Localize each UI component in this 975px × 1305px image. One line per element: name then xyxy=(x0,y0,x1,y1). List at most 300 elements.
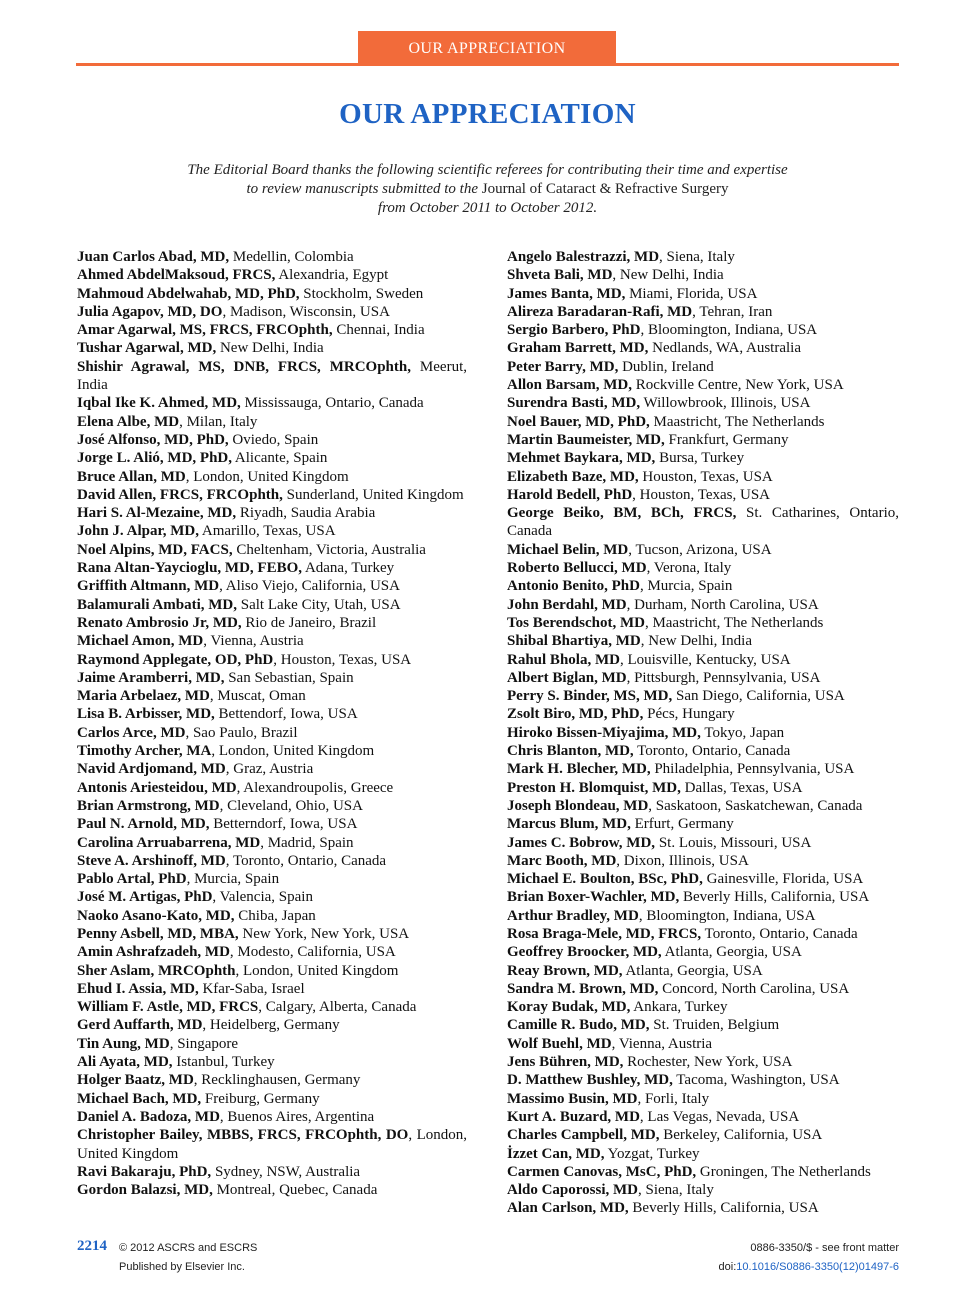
referee-entry xyxy=(507,980,899,998)
referee-entry xyxy=(77,925,467,943)
referee-location: , Alexandroupolis, Greece xyxy=(236,779,394,796)
referee-location: , Louisville, Kentucky, USA xyxy=(619,651,791,668)
referee-name: Alireza Baradaran-Rafi, MD xyxy=(507,303,693,320)
referee-location: Mississauga, Ontario, Canada xyxy=(240,395,424,412)
referee-location: , Recklinghausen, Germany xyxy=(193,1072,361,1089)
referee-entry xyxy=(507,394,899,412)
referee-entry xyxy=(77,797,467,815)
referee-location: , Dixon, Illinois, USA xyxy=(616,852,749,869)
referee-name: Hari S. Al-Mezaine, MD, xyxy=(77,505,237,522)
referee-location: Kfar-Saba, Israel xyxy=(198,980,305,997)
referee-location: , Saskatoon, Saskatchewan, Canada xyxy=(648,797,863,814)
referee-location: Toronto, Ontario, Canada xyxy=(633,743,791,760)
referee-location: , London, United Kingdom xyxy=(185,468,349,485)
referee-entry xyxy=(77,486,467,504)
referee-entry xyxy=(507,596,899,614)
referee-location: Maastricht, The Netherlands xyxy=(649,413,825,430)
referee-location: Yozgat, Turkey xyxy=(604,1145,700,1162)
referee-name: Elena Albe, MD xyxy=(77,413,180,430)
referee-location: Groningen, The Netherlands xyxy=(696,1163,871,1180)
referee-name: Chris Blanton, MD, xyxy=(507,743,634,760)
referee-name: Carlos Arce, MD xyxy=(77,724,186,741)
referee-entry xyxy=(507,486,899,504)
referee-name: Noel Bauer, MD, PhD, xyxy=(507,413,650,430)
referee-entry xyxy=(77,852,467,870)
section-tab: OUR APPRECIATION xyxy=(358,31,616,65)
referee-entry xyxy=(77,1016,467,1034)
referee-entry xyxy=(77,870,467,888)
referee-entry xyxy=(507,1053,899,1071)
referee-entry xyxy=(507,1035,899,1053)
referee-entry xyxy=(507,614,899,632)
referee-location: Stockholm, Sweden xyxy=(299,285,424,302)
referee-location: , New Delhi, India xyxy=(612,267,724,284)
referee-entry xyxy=(77,705,467,723)
referee-location: Alexandria, Egypt xyxy=(275,267,389,284)
referee-name: Elizabeth Baze, MD, xyxy=(507,468,639,485)
referee-name: Mehmet Baykara, MD, xyxy=(507,450,656,467)
referee-name: Bruce Allan, MD xyxy=(77,468,186,485)
referee-location: , Siena, Italy xyxy=(638,1182,714,1199)
referee-name: Massimo Busin, MD xyxy=(507,1090,638,1107)
referee-entry xyxy=(507,651,899,669)
referee-location: Houston, Texas, USA xyxy=(638,468,773,485)
referee-entry xyxy=(507,962,899,980)
referee-name: Allon Barsam, MD, xyxy=(507,377,632,394)
referee-name: Maria Arbelaez, MD xyxy=(77,688,210,705)
referee-location: , London, United Kingdom xyxy=(211,743,375,760)
referee-name: Koray Budak, MD, xyxy=(507,999,631,1016)
referee-name: Jorge L. Alió, MD, PhD, xyxy=(77,450,232,467)
referee-location: St. Catharines, Ontario, Canada xyxy=(507,505,900,540)
referee-location: , Vienna, Austria xyxy=(611,1035,713,1052)
publisher: Published by Elsevier Inc. xyxy=(119,1261,245,1273)
referee-location: , Durham, North Carolina, USA xyxy=(626,596,819,613)
referee-entry xyxy=(507,303,899,321)
referee-location: Oviedo, Spain xyxy=(228,431,319,448)
referee-name: Sergio Barbero, PhD xyxy=(507,322,641,339)
referee-name: Alan Carlson, MD, xyxy=(507,1200,629,1217)
page-title: OUR APPRECIATION xyxy=(339,98,636,130)
referee-name: Gerd Auffarth, MD xyxy=(77,1017,203,1034)
referee-entry xyxy=(507,541,899,559)
referee-name: Antonio Benito, PhD xyxy=(507,578,640,595)
referee-entry xyxy=(507,943,899,961)
referee-location: , London, United Kingdom xyxy=(235,962,399,979)
referee-location: , Houston, Texas, USA xyxy=(273,651,412,668)
referee-entry xyxy=(77,614,467,632)
referee-location: Dallas, Texas, USA xyxy=(680,779,803,796)
referee-location: , Heidelberg, Germany xyxy=(202,1017,340,1034)
referee-location: Ankara, Turkey xyxy=(630,999,728,1016)
referee-location: , Cleveland, Ohio, USA xyxy=(219,797,363,814)
referee-name: Julia Agapov, MD, DO xyxy=(77,303,223,320)
referee-location: Bettendorf, Iowa, USA xyxy=(214,706,358,723)
referee-name: Griffith Altmann, MD xyxy=(77,578,220,595)
referee-name: Carmen Canovas, MsC, PhD, xyxy=(507,1163,697,1180)
referee-location: Dublin, Ireland xyxy=(618,358,714,375)
referee-entry xyxy=(77,358,467,395)
referee-location: , London, United Kingdom xyxy=(77,1127,467,1162)
referee-location: Toronto, Ontario, Canada xyxy=(701,925,858,942)
referee-entry xyxy=(77,962,467,980)
referee-location: , Murcia, Spain xyxy=(186,871,280,888)
referee-location: Willowbrook, Illinois, USA xyxy=(640,395,811,412)
referee-entry xyxy=(77,285,467,303)
issn: 0886-3350/$ - see front matter xyxy=(750,1242,899,1254)
referee-entry xyxy=(77,504,467,522)
referee-name: Marc Booth, MD xyxy=(507,852,617,869)
referee-list-left xyxy=(77,248,467,1199)
referee-location: , Las Vegas, Nevada, USA xyxy=(639,1108,800,1125)
referee-location: Medellin, Colombia xyxy=(229,249,354,265)
referee-name: Aldo Caporossi, MD xyxy=(507,1182,638,1199)
referee-entry xyxy=(77,1053,467,1071)
referee-name: Raymond Applegate, OD, PhD xyxy=(77,651,274,668)
referee-name: Paul N. Arnold, MD, xyxy=(77,816,210,833)
referee-entry xyxy=(507,1199,899,1217)
referee-entry xyxy=(77,669,467,687)
referee-location: Atlanta, Georgia, USA xyxy=(661,944,802,961)
referee-location: Chiba, Japan xyxy=(234,907,316,924)
referee-entry xyxy=(77,760,467,778)
referee-name: Iqbal Ike K. Ahmed, MD, xyxy=(77,395,241,412)
referee-name: Kurt A. Buzard, MD xyxy=(507,1108,640,1125)
referee-name: John Berdahl, MD xyxy=(507,596,627,613)
referee-location: Erfurt, Germany xyxy=(630,816,734,833)
referee-location: Beverly Hills, California, USA xyxy=(628,1200,819,1217)
referee-location: , Pittsburgh, Pennsylvania, USA xyxy=(626,669,821,686)
referee-entry xyxy=(507,577,899,595)
referee-entry xyxy=(507,1016,899,1034)
referee-location: Betterndorf, Iowa, USA xyxy=(209,816,358,833)
referee-location: , Madrid, Spain xyxy=(260,834,354,851)
referee-name: Tin Aung, MD xyxy=(77,1035,170,1052)
referee-entry xyxy=(507,1108,899,1126)
referee-location: New York, New York, USA xyxy=(238,925,410,942)
referee-location: San Sebastian, Spain xyxy=(224,669,354,686)
referee-location: , Houston, Texas, USA xyxy=(632,486,770,503)
referee-name: Pablo Artal, PhD xyxy=(77,871,187,888)
referee-name: Ehud I. Assia, MD, xyxy=(77,980,199,997)
referee-entry xyxy=(77,907,467,925)
referee-location: Miami, Florida, USA xyxy=(625,285,758,302)
referee-entry xyxy=(507,504,899,541)
header-rule xyxy=(76,63,899,66)
referee-name: Mahmoud Abdelwahab, MD, PhD, xyxy=(77,285,300,302)
referee-location: Alicante, Spain xyxy=(232,450,328,467)
referee-entry xyxy=(507,760,899,778)
referee-name: Brian Armstrong, MD xyxy=(77,797,220,814)
referee-name: Carolina Arruabarrena, MD xyxy=(77,834,261,851)
referee-entry xyxy=(507,742,899,760)
referee-location: , Verona, Italy xyxy=(646,560,732,577)
referee-location: San Diego, California, USA xyxy=(672,688,845,705)
referee-name: Perry S. Binder, MS, MD, xyxy=(507,688,673,705)
referee-entry xyxy=(507,1163,899,1181)
referee-name: Shveta Bali, MD xyxy=(507,267,613,284)
referee-name: Gordon Balazsi, MD, xyxy=(77,1182,213,1199)
referee-name: James Banta, MD, xyxy=(507,285,626,302)
referee-entry xyxy=(507,1071,899,1089)
referee-name: Holger Baatz, MD xyxy=(77,1072,194,1089)
referee-entry xyxy=(77,431,467,449)
referee-location: , Modesto, California, USA xyxy=(229,944,396,961)
doi-line xyxy=(719,1261,899,1273)
referee-name: Joseph Blondeau, MD xyxy=(507,797,649,814)
referee-name: Graham Barrett, MD, xyxy=(507,340,649,357)
referee-entry xyxy=(507,705,899,723)
referee-entry xyxy=(77,1035,467,1053)
referee-location: , Tehran, Iran xyxy=(692,303,773,320)
referee-entry xyxy=(77,266,467,284)
referee-name: Ali Ayata, MD, xyxy=(77,1054,173,1071)
referee-entry xyxy=(507,559,899,577)
referee-name: Rosa Braga-Mele, MD, FRCS, xyxy=(507,925,702,942)
referee-location: Concord, North Carolina, USA xyxy=(658,980,850,997)
referee-name: Preston H. Blomquist, MD, xyxy=(507,779,681,796)
referee-location: , Vienna, Austria xyxy=(203,633,304,650)
referee-location: Sydney, NSW, Australia xyxy=(211,1163,361,1180)
referee-entry xyxy=(507,907,899,925)
referee-location: , New Delhi, India xyxy=(640,633,752,650)
referee-entry xyxy=(507,687,899,705)
referee-entry xyxy=(77,632,467,650)
intro-paragraph xyxy=(140,161,835,218)
referee-name: Marcus Blum, MD, xyxy=(507,816,631,833)
referee-entry xyxy=(77,1181,467,1199)
referee-location: Tokyo, Japan xyxy=(700,724,785,741)
referee-location: , Maastricht, The Netherlands xyxy=(644,614,824,631)
referee-entry xyxy=(507,1090,899,1108)
referee-name: Timothy Archer, MA xyxy=(77,743,212,760)
page-number: 2214 xyxy=(77,1238,107,1254)
referee-entry xyxy=(77,248,467,266)
referee-location: Bursa, Turkey xyxy=(655,450,745,467)
referee-location: Sunderland, United Kingdom xyxy=(282,486,464,503)
referee-entry xyxy=(77,724,467,742)
referee-entry xyxy=(507,870,899,888)
referee-entry xyxy=(507,998,899,1016)
referee-entry xyxy=(77,413,467,431)
referee-entry xyxy=(77,980,467,998)
referee-entry xyxy=(507,1181,899,1199)
referee-entry xyxy=(77,1108,467,1126)
referee-name: Sandra M. Brown, MD, xyxy=(507,980,659,997)
referee-name: Reay Brown, MD, xyxy=(507,962,623,979)
intro-line-3: from October 2011 to October 2012. xyxy=(377,200,598,216)
referee-name: D. Matthew Bushley, MD, xyxy=(507,1072,673,1089)
referee-entry xyxy=(77,468,467,486)
referee-name: Christopher Bailey, MBBS, FRCS, FRCOphth, DO xyxy=(77,1127,409,1144)
referee-name: İzzet Can, MD, xyxy=(507,1145,605,1162)
referee-entry xyxy=(507,779,899,797)
referee-location: , Bloomington, Indiana, USA xyxy=(638,907,816,924)
referee-location: Atlanta, Georgia, USA xyxy=(622,962,763,979)
referee-location: St. Truiden, Belgium xyxy=(649,1017,780,1034)
referee-entry xyxy=(77,651,467,669)
referee-entry xyxy=(77,596,467,614)
referee-name: Noel Alpins, MD, FACS, xyxy=(77,541,233,558)
referee-entry xyxy=(77,687,467,705)
referee-location: , Toronto, Ontario, Canada xyxy=(225,852,387,869)
referee-entry xyxy=(507,797,899,815)
referee-location: Cheltenham, Victoria, Australia xyxy=(232,541,426,558)
referee-name: Harold Bedell, PhD xyxy=(507,486,633,503)
referee-name: Antonis Ariesteidou, MD xyxy=(77,779,237,796)
referee-location: Beverly Hills, California, USA xyxy=(679,889,870,906)
referee-location: Salt Lake City, Utah, USA xyxy=(237,596,401,613)
referee-name: Ravi Bakaraju, PhD, xyxy=(77,1163,212,1180)
referee-entry xyxy=(507,852,899,870)
referee-location: Nedlands, WA, Australia xyxy=(648,340,801,357)
referee-name: George Beiko, BM, BCh, FRCS, xyxy=(507,505,737,522)
referee-entry xyxy=(77,834,467,852)
referee-entry xyxy=(507,834,899,852)
referee-entry xyxy=(77,888,467,906)
referee-name: Geoffrey Broocker, MD, xyxy=(507,944,662,961)
referee-location: Montreal, Quebec, Canada xyxy=(212,1182,378,1199)
referee-entry xyxy=(77,577,467,595)
referee-name: Arthur Bradley, MD xyxy=(507,907,639,924)
referee-entry xyxy=(77,1090,467,1108)
referee-name: Michael E. Boulton, BSc, PhD, xyxy=(507,871,703,888)
referee-entry xyxy=(77,541,467,559)
referee-entry xyxy=(77,998,467,1016)
referee-entry xyxy=(77,943,467,961)
referee-name: Sher Aslam, MRCOphth xyxy=(77,962,236,979)
referee-name: Navid Ardjomand, MD xyxy=(77,761,226,778)
referee-entry xyxy=(77,303,467,321)
referee-name: Rana Altan-Yaycioglu, MD, FEBO, xyxy=(77,560,303,577)
referee-location: , Madison, Wisconsin, USA xyxy=(222,303,390,320)
referee-name: Mark H. Blecher, MD, xyxy=(507,761,651,778)
referee-location: Rochester, New York, USA xyxy=(623,1054,793,1071)
referee-name: Daniel A. Badoza, MD xyxy=(77,1108,220,1125)
referee-name: Michael Amon, MD xyxy=(77,633,204,650)
referee-name: Brian Boxer-Wachler, MD, xyxy=(507,889,680,906)
referee-location: Rio de Janeiro, Brazil xyxy=(241,614,377,631)
referee-name: Peter Barry, MD, xyxy=(507,358,619,375)
referee-name: Shishir Agrawal, MS, DNB, FRCS, MRCOphth, xyxy=(77,358,411,375)
referee-entry xyxy=(507,413,899,431)
referee-entry xyxy=(507,669,899,687)
referee-name: Naoko Asano-Kato, MD, xyxy=(77,907,235,924)
referee-name: James C. Bobrow, MD, xyxy=(507,834,656,851)
referee-name: Wolf Buehl, MD xyxy=(507,1035,612,1052)
referee-name: Tos Berendschot, MD xyxy=(507,614,645,631)
referee-location: Freiburg, Germany xyxy=(201,1090,320,1107)
referee-location: , Forli, Italy xyxy=(637,1090,710,1107)
referee-name: Shibal Bhartiya, MD xyxy=(507,633,641,650)
referee-location: , Graz, Austria xyxy=(225,761,314,778)
referee-name: Amar Agarwal, MS, FRCS, FRCOphth, xyxy=(77,322,333,339)
journal-name: Journal of Cataract & Refractive Surgery xyxy=(481,181,729,197)
referee-name: David Allen, FRCS, FRCOphth, xyxy=(77,486,283,503)
referee-entry xyxy=(77,1163,467,1181)
referee-location: , Bloomington, Indiana, USA xyxy=(640,322,818,339)
referee-location: St. Louis, Missouri, USA xyxy=(655,834,812,851)
referee-location: , Calgary, Alberta, Canada xyxy=(258,999,417,1016)
referee-location: , Milan, Italy xyxy=(179,413,258,430)
referee-location: Istanbul, Turkey xyxy=(172,1054,275,1071)
referee-entry xyxy=(77,1071,467,1089)
referee-name: José M. Artigas, PhD xyxy=(77,889,213,906)
referee-entry xyxy=(77,449,467,467)
referee-location: , Aliso Viejo, California, USA xyxy=(219,578,400,595)
referee-location: Frankfurt, Germany xyxy=(664,431,789,448)
referee-entry xyxy=(507,888,899,906)
referee-location: Philadelphia, Pennsylvania, USA xyxy=(650,761,855,778)
referee-name: Juan Carlos Abad, MD, xyxy=(77,249,230,265)
referee-location: , Murcia, Spain xyxy=(639,578,733,595)
referee-entry xyxy=(507,449,899,467)
doi-prefix: doi: xyxy=(718,1261,737,1273)
referee-entry xyxy=(507,285,899,303)
referee-entry xyxy=(507,431,899,449)
referee-name: William F. Astle, MD, FRCS xyxy=(77,999,259,1016)
referee-name: Camille R. Budo, MD, xyxy=(507,1017,650,1034)
referee-name: Martin Baumeister, MD, xyxy=(507,431,665,448)
referee-name: Tushar Agarwal, MD, xyxy=(77,340,217,357)
referee-name: Balamurali Ambati, MD, xyxy=(77,596,237,613)
referee-entry xyxy=(77,339,467,357)
referee-entry xyxy=(507,1145,899,1163)
referee-location: , Valencia, Spain xyxy=(212,889,313,906)
referee-name: Hiroko Bissen-Miyajima, MD, xyxy=(507,724,701,741)
referee-entry xyxy=(507,724,899,742)
referee-name: José Alfonso, MD, PhD, xyxy=(77,431,229,448)
referee-entry xyxy=(507,266,899,284)
referee-name: John J. Alpar, MD, xyxy=(77,523,199,540)
referee-list-right xyxy=(507,248,899,1218)
referee-entry xyxy=(77,321,467,339)
referee-entry xyxy=(507,248,899,266)
referee-location: Adana, Turkey xyxy=(302,560,395,577)
referee-location: Berkeley, California, USA xyxy=(659,1127,823,1144)
referee-location: , Tucson, Arizona, USA xyxy=(628,541,772,558)
referee-location: Amarillo, Texas, USA xyxy=(198,523,336,540)
doi-link[interactable]: 10.1016/S0886-3350(12)01497-6 xyxy=(736,1261,899,1273)
referee-name: Jens Bühren, MD, xyxy=(507,1054,624,1071)
referee-name: Amin Ashrafzadeh, MD xyxy=(77,944,230,961)
referee-entry xyxy=(507,358,899,376)
referee-name: Michael Bach, MD, xyxy=(77,1090,202,1107)
referee-entry xyxy=(507,1126,899,1144)
referee-name: Michael Belin, MD xyxy=(507,541,629,558)
referee-entry xyxy=(77,815,467,833)
referee-entry xyxy=(507,376,899,394)
referee-location: , Singapore xyxy=(169,1035,239,1052)
referee-location: , Sao Paulo, Brazil xyxy=(185,724,298,741)
referee-entry xyxy=(507,815,899,833)
referee-entry xyxy=(77,522,467,540)
referee-name: Lisa B. Arbisser, MD, xyxy=(77,706,215,723)
referee-name: Ahmed AbdelMaksoud, FRCS, xyxy=(77,267,276,284)
referee-entry xyxy=(77,394,467,412)
referee-entry xyxy=(77,559,467,577)
referee-name: Steve A. Arshinoff, MD xyxy=(77,852,226,869)
referee-name: Renato Ambrosio Jr, MD, xyxy=(77,614,242,631)
referee-entry xyxy=(507,925,899,943)
referee-entry xyxy=(507,632,899,650)
intro-line-2-text: to review manuscripts submitted to the xyxy=(246,181,482,197)
referee-location: Chennai, India xyxy=(332,322,425,339)
intro-line-1: The Editorial Board thanks the following scientific referees for contributing their time and expertise xyxy=(187,162,788,178)
referee-name: Jaime Aramberri, MD, xyxy=(77,669,225,686)
referee-name: Rahul Bhola, MD xyxy=(507,651,620,668)
referee-location: New Delhi, India xyxy=(216,340,324,357)
